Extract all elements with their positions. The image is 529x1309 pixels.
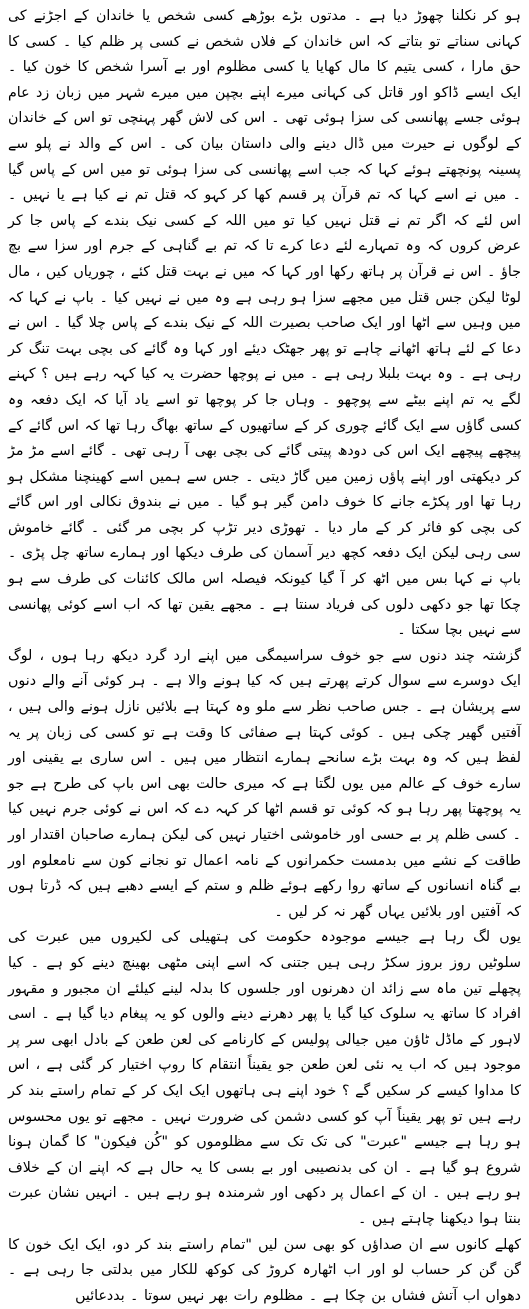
- paragraph: گزشتہ چند دنوں سے جو خوف سراسیمگی میں اپنے ارد گرد دیکھ رہا ہوں ، لوگ ایک دوسرے سے سوال کرتے پھرتے ہیں کہ کیا ہونے والا ہے ۔ ہر کوئی آنے والے دنوں سے پریشان ہے ۔ جس صاحب نظر سے ملو وہ کہتا ہے بلائیں نازل ہونے والی ہیں ، آفتیں گھیر چکی ہیں ۔ کوئی کہتا ہے صفائی کا وقت ہے تو کسی کی زبان پر یہ لفظ ہیں کہ وہ بہت بڑے سانحے ہمارے انتظار میں ہیں ۔ اس ساری بے یقینی اور سارے خوف کے عالم میں یوں لگتا ہے کہ میری حالت بھی اس باپ کی طرح ہے جو یہ پوچھتا پھر رہا ہو کہ کوئی تو قسم اٹھا کر کہہ دے کہ اس نے کوئی جرم نہیں کیا ۔ کسی ظلم پر بے حسی اور خاموشی اختیار نہیں کی لیکن ہمارے صاحبان اقتدار اور طاقت کے نشے میں بدمست حکمرانوں کے نامہ اعمال تو نجانے کون سے نامعلوم اور بے گناہ انسانوں کے ساتھ روا رکھے ہوئے ظلم و ستم کے ایسے دھبے ہیں کہ ڈرتا ہوں کہ آفتیں اور بلائیں یہاں گھر نہ کر لیں ۔: [8, 644, 521, 926]
- paragraph: ہو کر نکلنا چھوڑ دیا ہے ۔ مدتوں بڑے بوڑھے کسی شخص یا خاندان کے اجڑنے کی کہانی سناتے تو بتاتے کہ اس خاندان کے فلاں شخص نے کسی پر ظلم کیا ۔ کسی کا حق مارا ، کسی یتیم کا مال کھایا یا کسی مظلوم اور بے آسرا شخص کا خون کیا ۔ ایک ایسے ڈاکو اور قاتل کی کہانی میرے اپنے بچپن میں میرے شہر میں زبان زد عام ہوئی جسے پھانسی کی سزا ہوئی تھی ۔ اس کی لاش گھر پہنچی تو اس کے خاندان کے لوگوں نے حیرت میں ڈال دینے والی داستان بیان کی ۔ اس کے والد نے پلو سے پسینہ پونچھتے ہوئے کہا کہ جب اسے پھانسی کی سزا ہوئی تو میں اس کے پاس گیا ۔ میں نے اسے کہا کہ تم قرآن پر قسم کھا کر کہو کہ قتل تم نے کیا ہے یا نہیں ۔ اس لئے کہ اگر تم نے قتل نہیں کیا تو میں اللہ کے کسی نیک بندے کے پاس جا کر عرض کروں کہ وہ تمہارے لئے دعا کرے تا کہ تم بے گناہی کے جرم اور سزا سے بچ جاؤ ۔ اس نے قرآن پر ہاتھ رکھا اور کہا کہ میں نے بہت قتل کئے ، چوریاں کیں ، مال لوٹا لیکن جس قتل میں مجھے سزا ہو رہی ہے وہ میں نے نہیں کیا ۔ باپ نے کہا کہ میں وہیں سے اٹھا اور ایک صاحب بصیرت اللہ کے نیک بندے کے پاس چلا گیا ۔ اس نے دعا کے لئے ہاتھ اٹھانے چاہے تو پھر جھٹک دیئے اور کہا وہ گائے کی بچی بہت تنگ کر رہی ہے ۔ وہ بہت بلبلا رہی ہے ۔ میں نے پوچھا حضرت یہ کیا کہہ رہے ہیں ؟ کہنے لگے یہ تم اپنے بیٹے سے پوچھو ۔ وہاں جا کر پوچھا تو اسے یاد آیا کہ ایک دفعہ وہ کسی گاؤں سے ایک گائے چوری کر کے ساتھیوں کے ساتھ بھاگ رہا تھا کہ اس گائے کے پیچھے پیچھے ایک اس کی دودھ پیتی گائے کی بچی بھی آ رہی تھی ۔ گائے اسے مڑ مڑ کر دیکھتی اور اپنے پاؤں زمین میں گاڑ دیتی ۔ جس سے ہمیں اسے کھینچنا مشکل ہو رہا تھا اور پکڑے جانے کا خوف دامن گیر ہو گیا ۔ میں نے بندوق نکالی اور اس گائے کی بچی کو فائر کر کے مار دیا ۔ تھوڑی دیر تڑپ کر بچی مر گئی ۔ گائے خاموش سی رہی لیکن ایک دفعہ کچھ دیر آسمان کی طرف دیکھا اور ہمارے ساتھ چل پڑی ۔ باپ نے کہا بس میں اٹھ کر آ گیا کیونکہ فیصلہ اس مالک کائنات کی طرف سے ہو چکا تھا جو دکھی دلوں کی فریاد سنتا ہے ۔ مجھے یقین تھا کہ اب اسے کوئی پھانسی سے نہیں بچا سکتا ۔: [8, 4, 521, 644]
- paragraph: کھلے کانوں سے ان صداؤں کو بھی سن لیں "تمام راستے بند کر دو، ایک ایک خون کا گن گن کر حساب لو اور اب اٹھارہ کروڑ کی کوکھ للکار میں بدلتی جا رہی ہے ۔ دھواں اب آتش فشاں بن چکا ہے ۔ مظلوم رات بھر نہیں سوتا ۔ بددعائیں: [8, 1233, 521, 1309]
- paragraph: یوں لگ رہا ہے جیسے موجودہ حکومت کی ہتھیلی کی لکیروں میں عبرت کی سلوٹیں روز بروز سکڑ رہی ہیں جتنی کہ اسے اپنی مٹھی بھینچ دینے کو ہے ۔ کیا پچھلے تین ماہ سے زائد ان دھرنوں اور جلسوں کا بدلہ لینے کیلئے ان مجبور و مقہور افراد کا ساتھ یہ سلوک کیا گیا یا پھر دھرنے دینے والوں کو یہ پیغام دیا گیا ہے ۔ اسی لاہور کے ماڈل ٹاؤن میں جیالی پولیس کے کارنامے کی لعن طعن کے بادل ابھی سر پر موجود ہیں کہ اب یہ نئی لعن طعن جو یقیناً انتقام کا روپ اختیار کر گئی ہے ، اس کا مداوا کیسے کر سکیں گے ؟ خود اپنے ہی ہاتھوں ایک ایک کر کے تمام راستے بند کر رہے ہیں تو پھر یقیناً آپ کو کسی دشمن کی ضرورت نہیں ۔ مجھے تو یوں محسوس ہو رہا ہے جیسے "عبرت" کی تک تک سے مظلوموں کو "کُن فیکون" کا گمان ہونا شروع ہو گیا ہے ۔ ان کی بدنصیبی اور بے بسی کا یہ حال ہے کہ اپنے ان کے خلاف ہو رہے ہیں ۔ ان کے اعمال پر دکھی اور شرمندہ ہو رہے ہیں ۔ انہیں نشان عبرت بنتا ہوا دیکھنا چاہتے ہیں ۔: [8, 925, 521, 1232]
